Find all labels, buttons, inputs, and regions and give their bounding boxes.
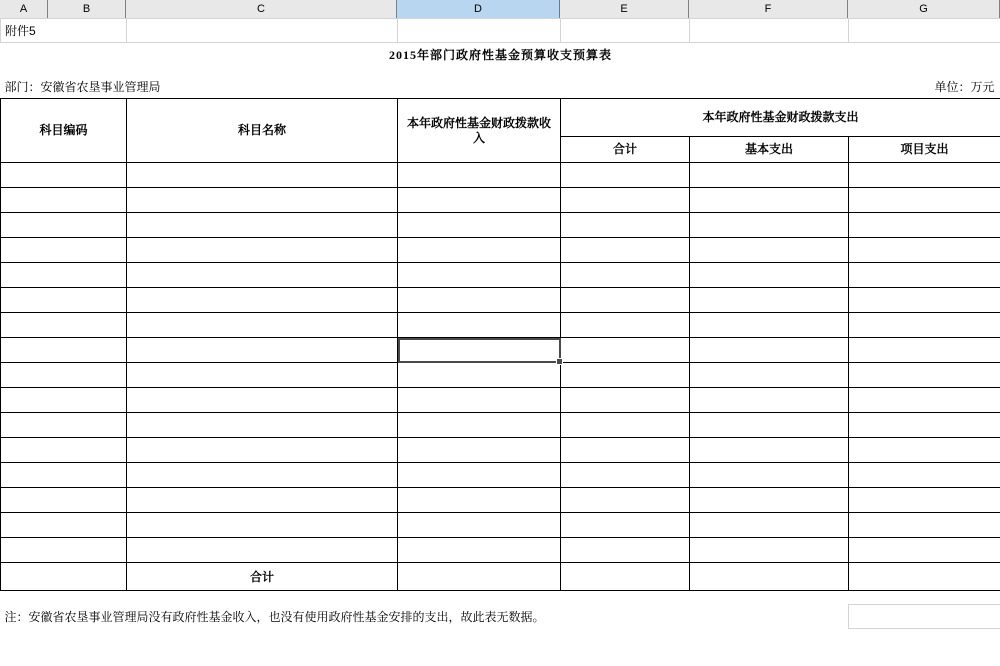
- table-row: [1, 388, 1000, 413]
- cell-basic[interactable]: [690, 488, 849, 513]
- column-header-c[interactable]: C: [126, 0, 397, 18]
- cell-d1[interactable]: [398, 19, 561, 43]
- cell-name[interactable]: [127, 388, 398, 413]
- cell-income[interactable]: [398, 438, 561, 463]
- cell-total[interactable]: [561, 488, 690, 513]
- row-dept-unit: [1, 75, 1000, 99]
- cell-project[interactable]: [849, 538, 1000, 563]
- header-expense-group: 本年政府性基金财政拨款支出: [561, 99, 1000, 137]
- cell-project[interactable]: [849, 463, 1000, 488]
- cell-project[interactable]: [849, 263, 1000, 288]
- cell-income[interactable]: [398, 288, 561, 313]
- cell-code[interactable]: [1, 388, 127, 413]
- table-row: [1, 213, 1000, 238]
- cell-basic[interactable]: [690, 163, 849, 188]
- cell-basic[interactable]: [690, 213, 849, 238]
- cell-total-basic[interactable]: [690, 563, 849, 591]
- cell-project[interactable]: [849, 213, 1000, 238]
- cell-project[interactable]: [849, 438, 1000, 463]
- cell-project[interactable]: [849, 363, 1000, 388]
- cell-income[interactable]: [398, 213, 561, 238]
- cell-basic[interactable]: [690, 538, 849, 563]
- table-row: [1, 163, 1000, 188]
- cell-note-spacer: [1, 591, 1000, 605]
- cell-name[interactable]: [127, 413, 398, 438]
- cell-d3[interactable]: [398, 75, 561, 99]
- footnote[interactable]: 注：安徽省农垦事业管理局没有政府性基金收入，也没有使用政府性基金安排的支出，故此表无数据。: [4, 610, 545, 624]
- cell-income[interactable]: [398, 513, 561, 538]
- total-row-label[interactable]: 合计: [127, 563, 398, 591]
- cell-total[interactable]: [561, 388, 690, 413]
- cell-basic[interactable]: [690, 338, 849, 363]
- cell-code[interactable]: [1, 338, 127, 363]
- cell-g1[interactable]: [849, 19, 1000, 43]
- department-line[interactable]: 部门：安徽省农垦事业管理局: [4, 79, 161, 94]
- row-title: [1, 43, 1000, 67]
- cell-name[interactable]: [127, 338, 398, 363]
- cell-income[interactable]: [398, 363, 561, 388]
- cell-code[interactable]: [1, 538, 127, 563]
- cell-code[interactable]: [1, 313, 127, 338]
- table-row: [1, 263, 1000, 288]
- cell-project[interactable]: [849, 238, 1000, 263]
- grid-area: [0, 18, 1000, 629]
- cell-code[interactable]: [1, 213, 127, 238]
- cell-project[interactable]: [849, 338, 1000, 363]
- cell-code[interactable]: [1, 188, 127, 213]
- cell-name[interactable]: [127, 438, 398, 463]
- cell-basic[interactable]: [690, 313, 849, 338]
- cell-code[interactable]: [1, 163, 127, 188]
- cell-total[interactable]: [561, 463, 690, 488]
- header-name: 科目名称: [127, 99, 398, 163]
- row-note: [1, 605, 1000, 629]
- cell-name[interactable]: [127, 488, 398, 513]
- column-header-f[interactable]: F: [689, 0, 848, 18]
- table-row: [1, 488, 1000, 513]
- table-row: [1, 363, 1000, 388]
- cell-attachment-label[interactable]: 附件5: [1, 19, 127, 43]
- table-total-row: [1, 563, 1000, 591]
- cell-project[interactable]: [849, 413, 1000, 438]
- table-row: [1, 463, 1000, 488]
- cell-total[interactable]: [561, 513, 690, 538]
- cell-total[interactable]: [561, 188, 690, 213]
- cell-code[interactable]: [1, 288, 127, 313]
- table-row: [1, 188, 1000, 213]
- cell-project[interactable]: [849, 288, 1000, 313]
- cell-name[interactable]: [127, 188, 398, 213]
- table-row: [1, 288, 1000, 313]
- cell-project[interactable]: [849, 388, 1000, 413]
- cell-income[interactable]: [398, 538, 561, 563]
- cell-total-code[interactable]: [1, 563, 127, 591]
- cell-g-note[interactable]: [849, 605, 1000, 629]
- cell-total-income[interactable]: [398, 563, 561, 591]
- table-row: [1, 313, 1000, 338]
- table-row: [1, 238, 1000, 263]
- cell-total-project[interactable]: [849, 563, 1000, 591]
- cell-name[interactable]: [127, 363, 398, 388]
- cell-name[interactable]: [127, 313, 398, 338]
- cell-total[interactable]: [561, 338, 690, 363]
- cell-project[interactable]: [849, 313, 1000, 338]
- header-income: 本年政府性基金财政拨款收入: [398, 99, 561, 163]
- cell-code[interactable]: [1, 438, 127, 463]
- cell-e1[interactable]: [561, 19, 690, 43]
- table-header-row-1: [1, 99, 1000, 137]
- cell-title-spacer: [1, 67, 1000, 75]
- page-title[interactable]: 2015年部门政府性基金预算收支预算表: [388, 48, 612, 63]
- cell-name[interactable]: [127, 513, 398, 538]
- cell-income[interactable]: [398, 163, 561, 188]
- cell-basic[interactable]: [690, 288, 849, 313]
- cell-total[interactable]: [561, 163, 690, 188]
- column-header-d[interactable]: D: [397, 0, 560, 18]
- cell-basic[interactable]: [690, 388, 849, 413]
- cell-total[interactable]: [561, 288, 690, 313]
- cell-basic[interactable]: [690, 263, 849, 288]
- cell-total[interactable]: [561, 413, 690, 438]
- cell-total[interactable]: [561, 238, 690, 263]
- cell-name[interactable]: [127, 538, 398, 563]
- cell-name[interactable]: [127, 213, 398, 238]
- cell-project[interactable]: [849, 163, 1000, 188]
- cell-c1[interactable]: [127, 19, 398, 43]
- cell-income[interactable]: [398, 238, 561, 263]
- column-header-g[interactable]: G: [848, 0, 1000, 18]
- cell-income[interactable]: [398, 263, 561, 288]
- cell-project[interactable]: [849, 188, 1000, 213]
- cell-name[interactable]: [127, 288, 398, 313]
- cell-project[interactable]: [849, 513, 1000, 538]
- table-row: [1, 538, 1000, 563]
- header-basic: 基本支出: [690, 137, 849, 163]
- cell-basic[interactable]: [690, 188, 849, 213]
- cell-code[interactable]: [1, 463, 127, 488]
- cell-code[interactable]: [1, 513, 127, 538]
- cell-code[interactable]: [1, 488, 127, 513]
- cell-code[interactable]: [1, 363, 127, 388]
- cell-total[interactable]: [561, 363, 690, 388]
- cell-basic[interactable]: [690, 363, 849, 388]
- cell-total[interactable]: [561, 213, 690, 238]
- cell-income[interactable]: [398, 388, 561, 413]
- cell-f3[interactable]: [690, 75, 849, 99]
- cell-name[interactable]: [127, 163, 398, 188]
- cell-income[interactable]: [398, 188, 561, 213]
- table-row: [1, 338, 1000, 363]
- cell-basic[interactable]: [690, 238, 849, 263]
- cell-basic[interactable]: [690, 513, 849, 538]
- column-header-row: [0, 0, 1000, 18]
- unit-line[interactable]: 单位：万元: [934, 79, 995, 94]
- worksheet-table: [0, 18, 1000, 629]
- cell-code[interactable]: [1, 263, 127, 288]
- row-attachment: [1, 19, 1000, 43]
- cell-total-sum[interactable]: [561, 563, 690, 591]
- cell-code[interactable]: [1, 238, 127, 263]
- header-project: 项目支出: [849, 137, 1000, 163]
- cell-income[interactable]: [398, 463, 561, 488]
- header-code: 科目编码: [1, 99, 127, 163]
- selected-cell[interactable]: [398, 338, 561, 363]
- cell-code[interactable]: [1, 413, 127, 438]
- column-header-b[interactable]: B: [48, 0, 126, 18]
- cell-e3[interactable]: [561, 75, 690, 99]
- cell-basic[interactable]: [690, 463, 849, 488]
- row-note-spacer: [1, 591, 1000, 605]
- cell-total[interactable]: [561, 538, 690, 563]
- cell-total[interactable]: [561, 438, 690, 463]
- cell-name[interactable]: [127, 238, 398, 263]
- cell-name[interactable]: [127, 463, 398, 488]
- cell-name[interactable]: [127, 263, 398, 288]
- cell-basic[interactable]: [690, 413, 849, 438]
- row-title-spacer: [1, 67, 1000, 75]
- table-row: [1, 513, 1000, 538]
- column-header-e[interactable]: E: [560, 0, 689, 18]
- cell-f1[interactable]: [690, 19, 849, 43]
- header-total: 合计: [561, 137, 690, 163]
- table-row: [1, 413, 1000, 438]
- cell-basic[interactable]: [690, 438, 849, 463]
- cell-project[interactable]: [849, 488, 1000, 513]
- cell-income[interactable]: [398, 313, 561, 338]
- cell-total[interactable]: [561, 263, 690, 288]
- cell-total[interactable]: [561, 313, 690, 338]
- cell-income[interactable]: [398, 413, 561, 438]
- table-row: [1, 438, 1000, 463]
- cell-income[interactable]: [398, 488, 561, 513]
- column-header-a[interactable]: A: [0, 0, 48, 18]
